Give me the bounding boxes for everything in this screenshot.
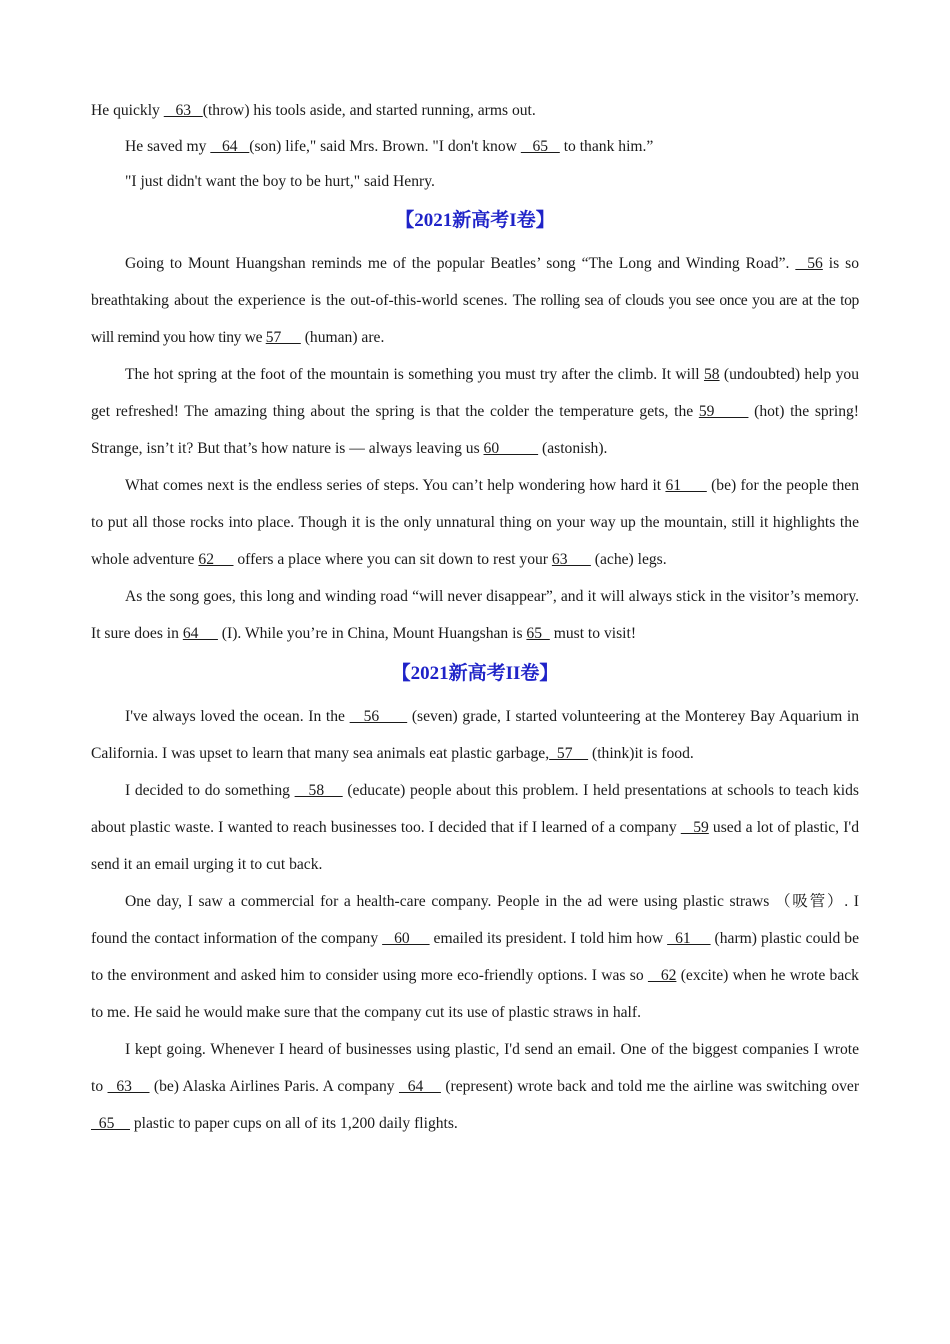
blank-60[interactable]: 60 [382,930,430,947]
intro-line-1: He quickly 63 (throw) his tools aside, and started running, arms out. [91,102,536,119]
intro-line-3: "I just didn't want the boy to be hurt," said Henry. [125,173,435,190]
blank-65[interactable]: 65 [520,138,560,155]
section-1-heading: 【2021新高考I卷】 [395,210,555,231]
blank-63[interactable]: 63 [551,551,591,568]
blank-61[interactable]: 61 [667,930,711,947]
intro-line-2: He saved my 64 (son) life," said Mrs. Brown. "I don't know 65 to thank him.” [125,138,654,155]
blank-57[interactable]: 57 [265,329,301,346]
blank-62[interactable]: 62 [198,551,234,568]
blank-63[interactable]: 63 [107,1078,150,1095]
blank-62[interactable]: 62 [647,967,677,984]
section-1-paragraph-3: What comes next is the endless series of steps. You can’t help wondering how hard it 61 (be) for the people then to put all those rocks into place. Though it is the only unnatural thing on your way up the mountain, still it highlights the whole adventure 62 offers a place where you can sit down to rest your 63 (ache) legs. [91,477,860,568]
blank-65[interactable]: 65 [91,1115,130,1132]
blank-56[interactable]: 56 [795,255,823,272]
blank-65[interactable]: 65 [526,625,550,642]
blank-64[interactable]: 64 [398,1078,441,1095]
section-2-heading: 【2021新高考II卷】 [391,663,559,684]
blank-57[interactable]: 57 [549,745,589,762]
blank-58[interactable]: 58 [294,782,343,799]
section-2-paragraph-4: I kept going. Whenever I heard of businesses using plastic, I'd send an email. One of the biggest companies I wrote to 63 (be) Alaska Airlines Paris. A company 64 (represent) wrote back and told me the airline was switching over 65 plastic to paper cups on all of its 1,200 daily flights. [91,1041,860,1132]
blank-59[interactable]: 59 [698,403,749,420]
blank-60[interactable]: 60 [483,440,539,457]
section-1-paragraph-4: As the song goes, this long and winding road “will never disappear”, and it will always stick in the visitor’s memory. It sure does in 64 (I). While you’re in China, Mount Huangshan is 65 must to visit! [91,588,859,642]
section-2-paragraph-2: I decided to do something 58 (educate) people about this problem. I held presentations at schools to teach kids about plastic waste. I wanted to reach businesses too. I decided that if I learned of a company 59 used a lot of plastic, I'd send it an email urging it to cut back. [91,782,860,873]
blank-58[interactable]: 58 [703,366,720,383]
section-1-paragraph-2: The hot spring at the foot of the mountain is something you must try after the climb. It will 58 (undoubted) help you get refreshed! The amazing thing about the spring is that the colder the temperature gets, the 59 (hot) the spring! Strange, isn’t it? But that’s how nature is — always leaving us 60 (astonish). [91,366,860,457]
blank-59[interactable]: 59 [680,819,709,836]
blank-61[interactable]: 61 [665,477,707,494]
blank-64[interactable]: 64 [182,625,218,642]
section-1-paragraph-1: Going to Mount Huangshan reminds me of the popular Beatles’ song “The Long and Winding Road”. 56 is so breathtaking about the experience is the out-of-this-world scenes. The rolling sea of clouds you see once you are at the top will remind you how tiny we 57 (human) are. [91,255,859,346]
section-2-paragraph-1: I've always loved the ocean. In the 56 (seven) grade, I started volunteering at the Monterey Bay Aquarium in California. I was upset to learn that many sea animals eat plastic garbage, 57 (think)it is food. [91,708,859,762]
blank-63[interactable]: 63 [163,102,203,119]
document-page [91,92,859,1142]
blank-56[interactable]: 56 [349,708,408,725]
section-2-paragraph-3: One day, I saw a commercial for a health-care company. People in the ad were using plastic straws （吸管）. I found the contact information of the company 60 emailed its president. I told him how 61 (harm) plastic could be to the environment and asked him to consider using more eco-friendly options. I was so 62 (excite) when he wrote back to me. He said he would make sure that the company cut its use of plastic straws in half. [91,893,859,1021]
blank-64[interactable]: 64 [210,138,250,155]
